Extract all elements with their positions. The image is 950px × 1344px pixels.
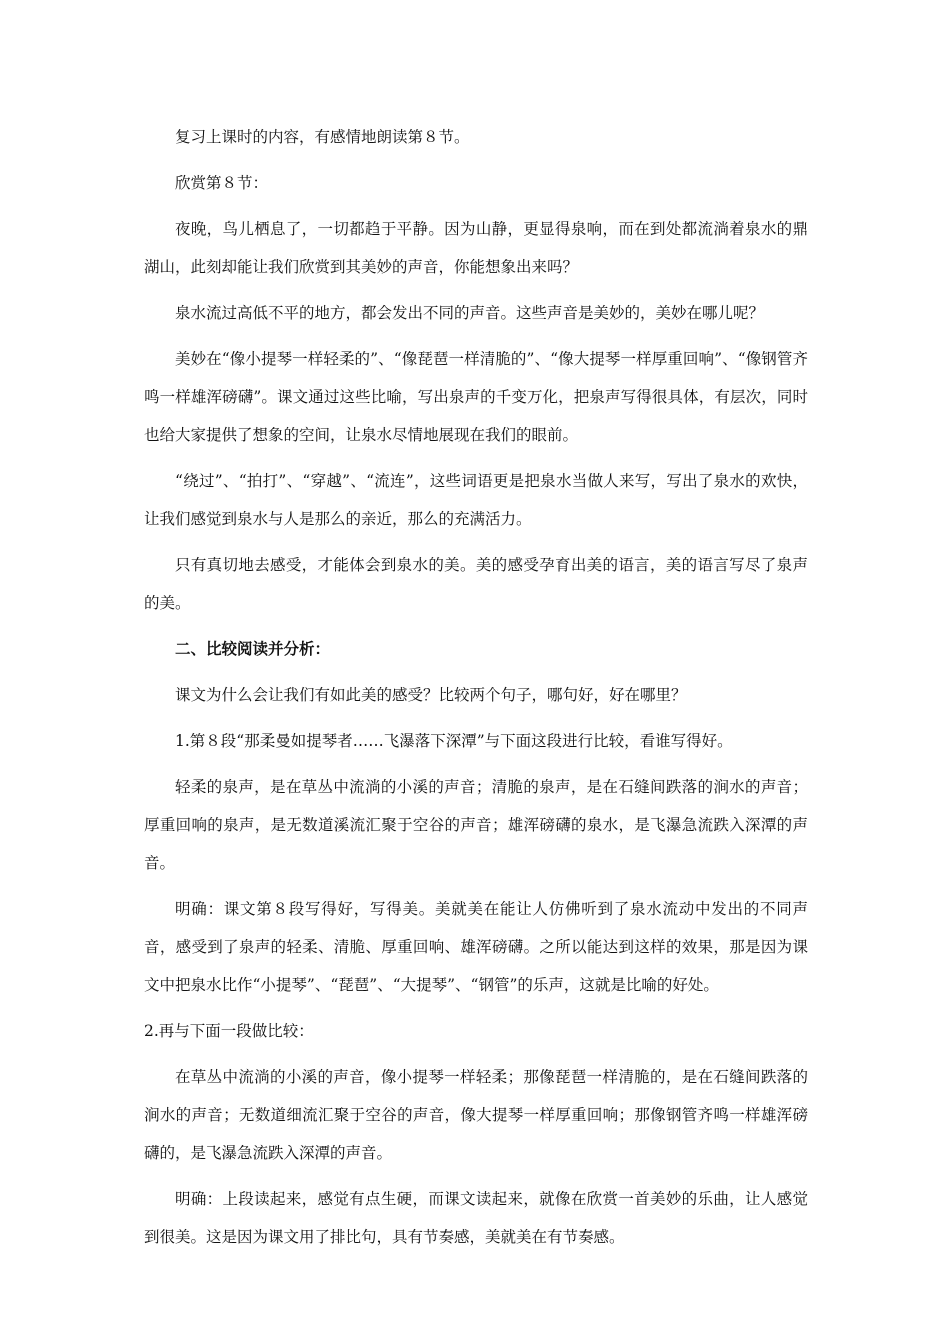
paragraph-spring-sound: 泉水流过高低不平的地方，都会发出不同的声音。这些声音是美妙的，美妙在哪儿呢？ [175,304,765,322]
section-heading: 二、比较阅读并分析： [175,640,331,658]
paragraph-compare-text-2: 在草丛中流淌的小溪的声音，像小提琴一样轻柔；那像琵琶一样清脆的，是在石缝间跌落的涧水的声音；无数道细流汇聚于空谷的声音，像大提琴一样厚重回响；那像钢管齐鸣一样雄浑磅礴的，是飞瀑急流跌入深潭的声音。 [144,1068,808,1162]
paragraph-compare-2: 2.再与下面一段做比较： [144,1022,314,1040]
paragraph-night: 夜晚，鸟儿栖息了，一切都趋于平静。因为山静，更显得泉响，而在到处都流淌着泉水的鼎湖山，此刻却能让我们欣赏到其美妙的声音，你能想象出来吗？ [144,220,808,276]
paragraph-question: 课文为什么会让我们有如此美的感受？比较两个句子，哪句好，好在哪里？ [175,686,687,704]
paragraph-answer-2: 明确：上段读起来，感觉有点生硬，而课文读起来，就像在欣赏一首美妙的乐曲，让人感觉到很美。这是因为课文用了排比句，具有节奏感，美就美在有节奏感。 [144,1190,808,1246]
paragraph-feeling: 只有真切地去感受，才能体会到泉水的美。美的感受孕育出美的语言，美的语言写尽了泉声的美。 [144,556,808,612]
paragraph-review: 复习上课时的内容，有感情地朗读第８节。 [175,128,470,146]
paragraph-appreciate-heading: 欣赏第８节： [175,174,269,192]
paragraph-metaphor: 美妙在“像小提琴一样轻柔的”、“像琵琶一样清脆的”、“像大提琴一样厚重回响”、“像钢管齐鸣一样雄浑磅礴”。课文通过这些比喻，写出泉声的千变万化，把泉声写得很具体，有层次，同时也给大家提供了想象的空间，让泉水尽情地展现在我们的眼前。 [144,350,808,444]
paragraph-compare-1: 1.第８段“那柔曼如提琴者……飞瀑落下深潭”与下面这段进行比较，看谁写得好。 [175,732,733,750]
document-body [144,118,808,1256]
paragraph-compare-text-1: 轻柔的泉声，是在草丛中流淌的小溪的声音；清脆的泉声，是在石缝间跌落的涧水的声音；厚重回响的泉声，是无数道溪流汇聚于空谷的声音；雄浑磅礴的泉水，是飞瀑急流跌入深潭的声音。 [144,778,808,872]
paragraph-answer-1: 明确：课文第８段写得好，写得美。美就美在能让人仿佛听到了泉水流动中发出的不同声音，感受到了泉声的轻柔、清脆、厚重回响、雄浑磅礴。之所以能达到这样的效果，那是因为课文中把泉水比作“小提琴”、“琵琶”、“大提琴”、“钢管”的乐声，这就是比喻的好处。 [144,900,808,994]
paragraph-verbs: “绕过”、“拍打”、“穿越”、“流连”，这些词语更是把泉水当做人来写，写出了泉水的欢快，让我们感觉到泉水与人是那么的亲近，那么的充满活力。 [144,472,808,528]
